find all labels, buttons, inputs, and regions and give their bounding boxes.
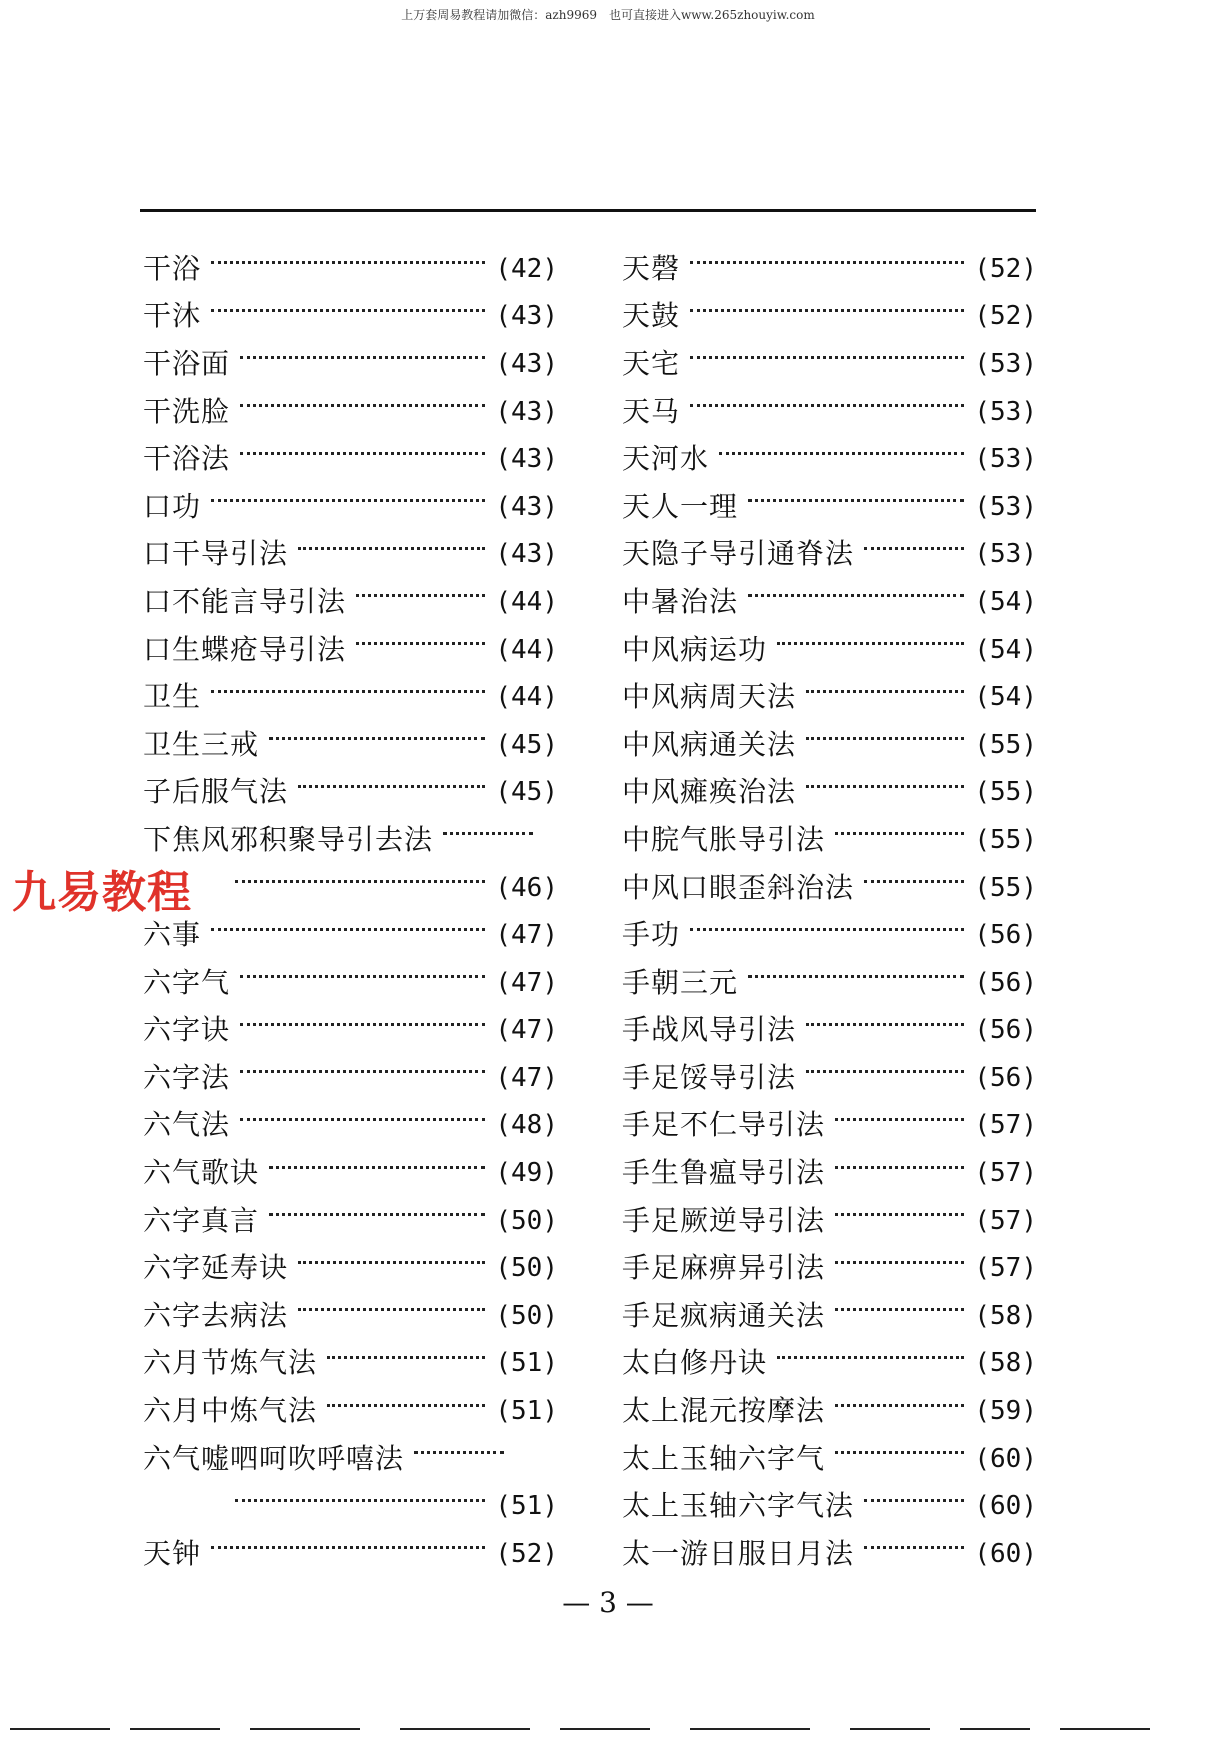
index-entry <box>143 1530 558 1578</box>
leader-dots <box>356 642 485 645</box>
entry-page: (47) <box>495 1015 558 1046</box>
entry-page: (54) <box>974 586 1037 617</box>
index-entry <box>622 340 1037 388</box>
watermark-logo: 九易教程 <box>12 867 192 918</box>
bottom-rule <box>0 1728 1216 1734</box>
leader-dots <box>298 785 485 788</box>
index-entry <box>143 1149 558 1197</box>
entry-page: (60) <box>974 1443 1037 1474</box>
entry-term: 干沐 <box>143 299 202 333</box>
index-entry <box>143 340 558 388</box>
index-entry <box>143 388 558 436</box>
index-entry <box>143 769 558 817</box>
entry-page: (47) <box>495 1062 558 1093</box>
leader-dots <box>211 690 485 693</box>
index-entry <box>143 483 558 531</box>
leader-dots <box>806 1070 964 1073</box>
entry-term: 子后服气法 <box>143 775 289 809</box>
entry-term: 六月节炼气法 <box>143 1346 318 1380</box>
index-entry <box>622 1149 1037 1197</box>
index-entry <box>143 531 558 579</box>
leader-dots <box>414 1451 504 1454</box>
entry-term: 卫生三戒 <box>143 727 260 761</box>
entry-page: (47) <box>495 920 558 951</box>
index-entry <box>143 1197 558 1245</box>
index-entry <box>143 626 558 674</box>
leader-dots <box>777 1356 964 1359</box>
leader-dots <box>298 547 485 550</box>
leader-dots <box>748 499 964 502</box>
entry-page: (53) <box>974 491 1037 522</box>
entry-page: (58) <box>974 1348 1037 1379</box>
index-entry <box>622 864 1037 912</box>
entry-term: 六事 <box>143 918 202 952</box>
leader-dots <box>690 356 964 359</box>
index-entry <box>622 816 1037 864</box>
entry-term: 中风病运功 <box>622 632 768 666</box>
entry-term: 手足不仁导引法 <box>622 1108 826 1142</box>
entry-page: (46) <box>495 872 558 903</box>
leader-dots <box>240 404 485 407</box>
leader-dots <box>240 975 485 978</box>
index-entry <box>143 721 558 769</box>
index-entry <box>143 1102 558 1150</box>
index-entry <box>622 578 1037 626</box>
entry-page: (54) <box>974 634 1037 665</box>
index-entry <box>143 816 558 864</box>
index-entry <box>622 769 1037 817</box>
leader-dots <box>748 594 964 597</box>
entry-term: 太白修丹诀 <box>622 1346 768 1380</box>
index-entry <box>143 911 558 959</box>
entry-term: 手功 <box>622 918 681 952</box>
index-entry <box>622 435 1037 483</box>
entry-page: (45) <box>495 777 558 808</box>
entry-page: (43) <box>495 396 558 427</box>
entry-page: (56) <box>974 967 1037 998</box>
page-number: — 3 — <box>562 1586 654 1619</box>
entry-page: (53) <box>974 444 1037 475</box>
leader-dots <box>269 1213 485 1216</box>
entry-term: 手足馁导引法 <box>622 1060 797 1094</box>
entry-page: (51) <box>495 1491 558 1522</box>
entry-term: 干浴面 <box>143 346 231 380</box>
entry-term: 中暑治法 <box>622 584 739 618</box>
entry-term: 六气法 <box>143 1108 231 1142</box>
entry-term: 六字去病法 <box>143 1298 289 1332</box>
index-entry <box>143 435 558 483</box>
leader-dots <box>240 356 485 359</box>
entry-term: 六字法 <box>143 1060 231 1094</box>
index-entry <box>143 1435 558 1483</box>
entry-page: (49) <box>495 1158 558 1189</box>
entry-page: (55) <box>974 777 1037 808</box>
leader-dots <box>835 1451 964 1454</box>
index-entry <box>143 1054 558 1102</box>
index-column-left <box>143 245 558 1578</box>
leader-dots <box>240 1118 485 1121</box>
entry-term: 天磬 <box>622 251 681 285</box>
entry-page: (53) <box>974 539 1037 570</box>
entry-term: 天人一理 <box>622 489 739 523</box>
entry-page: (55) <box>974 872 1037 903</box>
entry-term: 手朝三元 <box>622 965 739 999</box>
leader-dots <box>835 832 964 835</box>
entry-term: 天宅 <box>622 346 681 380</box>
index-entry <box>622 388 1037 436</box>
entry-page: (59) <box>974 1396 1037 1427</box>
index-entry <box>622 959 1037 1007</box>
entry-term: 中风瘫痪治法 <box>622 775 797 809</box>
leader-dots <box>211 928 485 931</box>
leader-dots <box>835 1118 964 1121</box>
entry-term: 天河水 <box>622 442 710 476</box>
leader-dots <box>835 1213 964 1216</box>
index-entry <box>143 864 558 912</box>
entry-page: (44) <box>495 586 558 617</box>
entry-term: 中风病通关法 <box>622 727 797 761</box>
index-entry <box>622 1244 1037 1292</box>
entry-page: (44) <box>495 682 558 713</box>
entry-page: (50) <box>495 1253 558 1284</box>
entry-page: (57) <box>974 1205 1037 1236</box>
leader-dots <box>298 1308 485 1311</box>
leader-dots <box>690 404 964 407</box>
leader-dots <box>211 499 485 502</box>
leader-dots <box>748 975 964 978</box>
entry-page: (43) <box>495 444 558 475</box>
leader-dots <box>443 832 533 835</box>
leader-dots <box>235 1499 485 1502</box>
index-entry <box>143 1244 558 1292</box>
index-entry <box>622 1530 1037 1578</box>
entry-term: 六字真言 <box>143 1203 260 1237</box>
leader-dots <box>806 737 964 740</box>
leader-dots <box>864 1546 964 1549</box>
index-entry <box>143 673 558 721</box>
leader-dots <box>240 452 485 455</box>
entry-term: 干浴 <box>143 251 202 285</box>
header-rule <box>140 209 1036 212</box>
leader-dots <box>864 880 964 883</box>
index-entry <box>143 578 558 626</box>
index-entry <box>143 1292 558 1340</box>
leader-dots <box>864 547 964 550</box>
entry-page: (56) <box>974 1062 1037 1093</box>
entry-term: 六字气 <box>143 965 231 999</box>
index-entry <box>143 1007 558 1055</box>
entry-page: (50) <box>495 1205 558 1236</box>
entry-term: 六字延寿诀 <box>143 1251 289 1285</box>
leader-dots <box>806 690 964 693</box>
index-entry <box>143 1340 558 1388</box>
leader-dots <box>690 261 964 264</box>
entry-term: 手战风导引法 <box>622 1013 797 1047</box>
index-entry <box>622 531 1037 579</box>
entry-page: (55) <box>974 824 1037 855</box>
entry-term: 下焦风邪积聚导引去法 <box>143 822 434 856</box>
entry-term: 手足疯病通关法 <box>622 1298 826 1332</box>
index-entry <box>622 1054 1037 1102</box>
entry-term: 天马 <box>622 394 681 428</box>
index-entry <box>622 245 1037 293</box>
index-entry <box>622 1292 1037 1340</box>
entry-page: (58) <box>974 1300 1037 1331</box>
leader-dots <box>835 1404 964 1407</box>
index-entry <box>622 1435 1037 1483</box>
entry-page: (52) <box>495 1538 558 1569</box>
index-entry <box>143 959 558 1007</box>
index-entry <box>143 293 558 341</box>
leader-dots <box>864 1499 964 1502</box>
entry-page: (53) <box>974 348 1037 379</box>
index-entry <box>622 1387 1037 1435</box>
entry-term: 太上玉轴六字气法 <box>622 1489 855 1523</box>
entry-term: 手足厥逆导引法 <box>622 1203 826 1237</box>
leader-dots <box>690 928 964 931</box>
entry-term: 太上玉轴六字气 <box>622 1441 826 1475</box>
leader-dots <box>211 261 485 264</box>
entry-page: (57) <box>974 1158 1037 1189</box>
entry-term: 太一游日服日月法 <box>622 1536 855 1570</box>
entry-term: 中风口眼歪斜治法 <box>622 870 855 904</box>
index-entry <box>622 293 1037 341</box>
entry-page: (57) <box>974 1253 1037 1284</box>
leader-dots <box>835 1308 964 1311</box>
leader-dots <box>211 1546 485 1549</box>
entry-term: 太上混元按摩法 <box>622 1394 826 1428</box>
entry-page: (56) <box>974 1015 1037 1046</box>
entry-page: (55) <box>974 729 1037 760</box>
entry-page: (42) <box>495 253 558 284</box>
entry-term: 口生蝶疮导引法 <box>143 632 347 666</box>
entry-term: 六气嘘呬呵吹呼嘻法 <box>143 1441 405 1475</box>
index-entry <box>622 1340 1037 1388</box>
leader-dots <box>835 1166 964 1169</box>
entry-term: 手生鲁瘟导引法 <box>622 1156 826 1190</box>
entry-page: (43) <box>495 539 558 570</box>
leader-dots <box>777 642 964 645</box>
entry-page: (56) <box>974 920 1037 951</box>
entry-page: (57) <box>974 1110 1037 1141</box>
index-entry <box>622 673 1037 721</box>
leader-dots <box>806 785 964 788</box>
leader-dots <box>356 594 485 597</box>
entry-term: 手足麻痹异引法 <box>622 1251 826 1285</box>
index-entry <box>143 1387 558 1435</box>
entry-page: (53) <box>974 396 1037 427</box>
leader-dots <box>240 1070 485 1073</box>
leader-dots <box>719 452 964 455</box>
entry-page: (52) <box>974 253 1037 284</box>
entry-term: 中脘气胀导引法 <box>622 822 826 856</box>
leader-dots <box>269 737 485 740</box>
entry-term: 天鼓 <box>622 299 681 333</box>
leader-dots <box>806 1023 964 1026</box>
entry-page: (44) <box>495 634 558 665</box>
top-banner: 上万套周易教程请加微信：azh9969 也可直接进入www.265zhouyiw.com <box>401 8 815 22</box>
entry-page: (51) <box>495 1348 558 1379</box>
entry-page: (52) <box>974 301 1037 332</box>
entry-term: 口功 <box>143 489 202 523</box>
entry-page: (43) <box>495 301 558 332</box>
leader-dots <box>835 1261 964 1264</box>
index-column-right <box>622 245 1037 1578</box>
index-entry <box>143 1482 558 1530</box>
entry-term: 六月中炼气法 <box>143 1394 318 1428</box>
leader-dots <box>327 1356 485 1359</box>
index-entry <box>622 1102 1037 1150</box>
entry-term: 口不能言导引法 <box>143 584 347 618</box>
entry-page: (45) <box>495 729 558 760</box>
index-entry <box>143 245 558 293</box>
entry-term: 六字诀 <box>143 1013 231 1047</box>
index-entry <box>622 626 1037 674</box>
leader-dots <box>298 1261 485 1264</box>
entry-term: 干洗脸 <box>143 394 231 428</box>
leader-dots <box>240 1023 485 1026</box>
index-entry <box>622 721 1037 769</box>
index-entry <box>622 1482 1037 1530</box>
index-entry <box>622 1197 1037 1245</box>
entry-term: 天钟 <box>143 1536 202 1570</box>
entry-page: (54) <box>974 682 1037 713</box>
entry-page: (60) <box>974 1538 1037 1569</box>
leader-dots <box>269 1166 485 1169</box>
entry-term: 干浴法 <box>143 442 231 476</box>
index-entry <box>622 1007 1037 1055</box>
entry-term: 中风病周天法 <box>622 680 797 714</box>
entry-page: (47) <box>495 967 558 998</box>
entry-page: (43) <box>495 348 558 379</box>
leader-dots <box>235 880 485 883</box>
entry-term: 六气歌诀 <box>143 1156 260 1190</box>
entry-term: 口干导引法 <box>143 537 289 571</box>
entry-page: (48) <box>495 1110 558 1141</box>
entry-term: 天隐子导引通脊法 <box>622 537 855 571</box>
entry-term: 卫生 <box>143 680 202 714</box>
index-entry <box>622 483 1037 531</box>
entry-page: (43) <box>495 491 558 522</box>
leader-dots <box>690 309 964 312</box>
index-entry <box>622 911 1037 959</box>
leader-dots <box>211 309 485 312</box>
leader-dots <box>327 1404 485 1407</box>
entry-page: (60) <box>974 1491 1037 1522</box>
entry-page: (50) <box>495 1300 558 1331</box>
entry-page: (51) <box>495 1396 558 1427</box>
